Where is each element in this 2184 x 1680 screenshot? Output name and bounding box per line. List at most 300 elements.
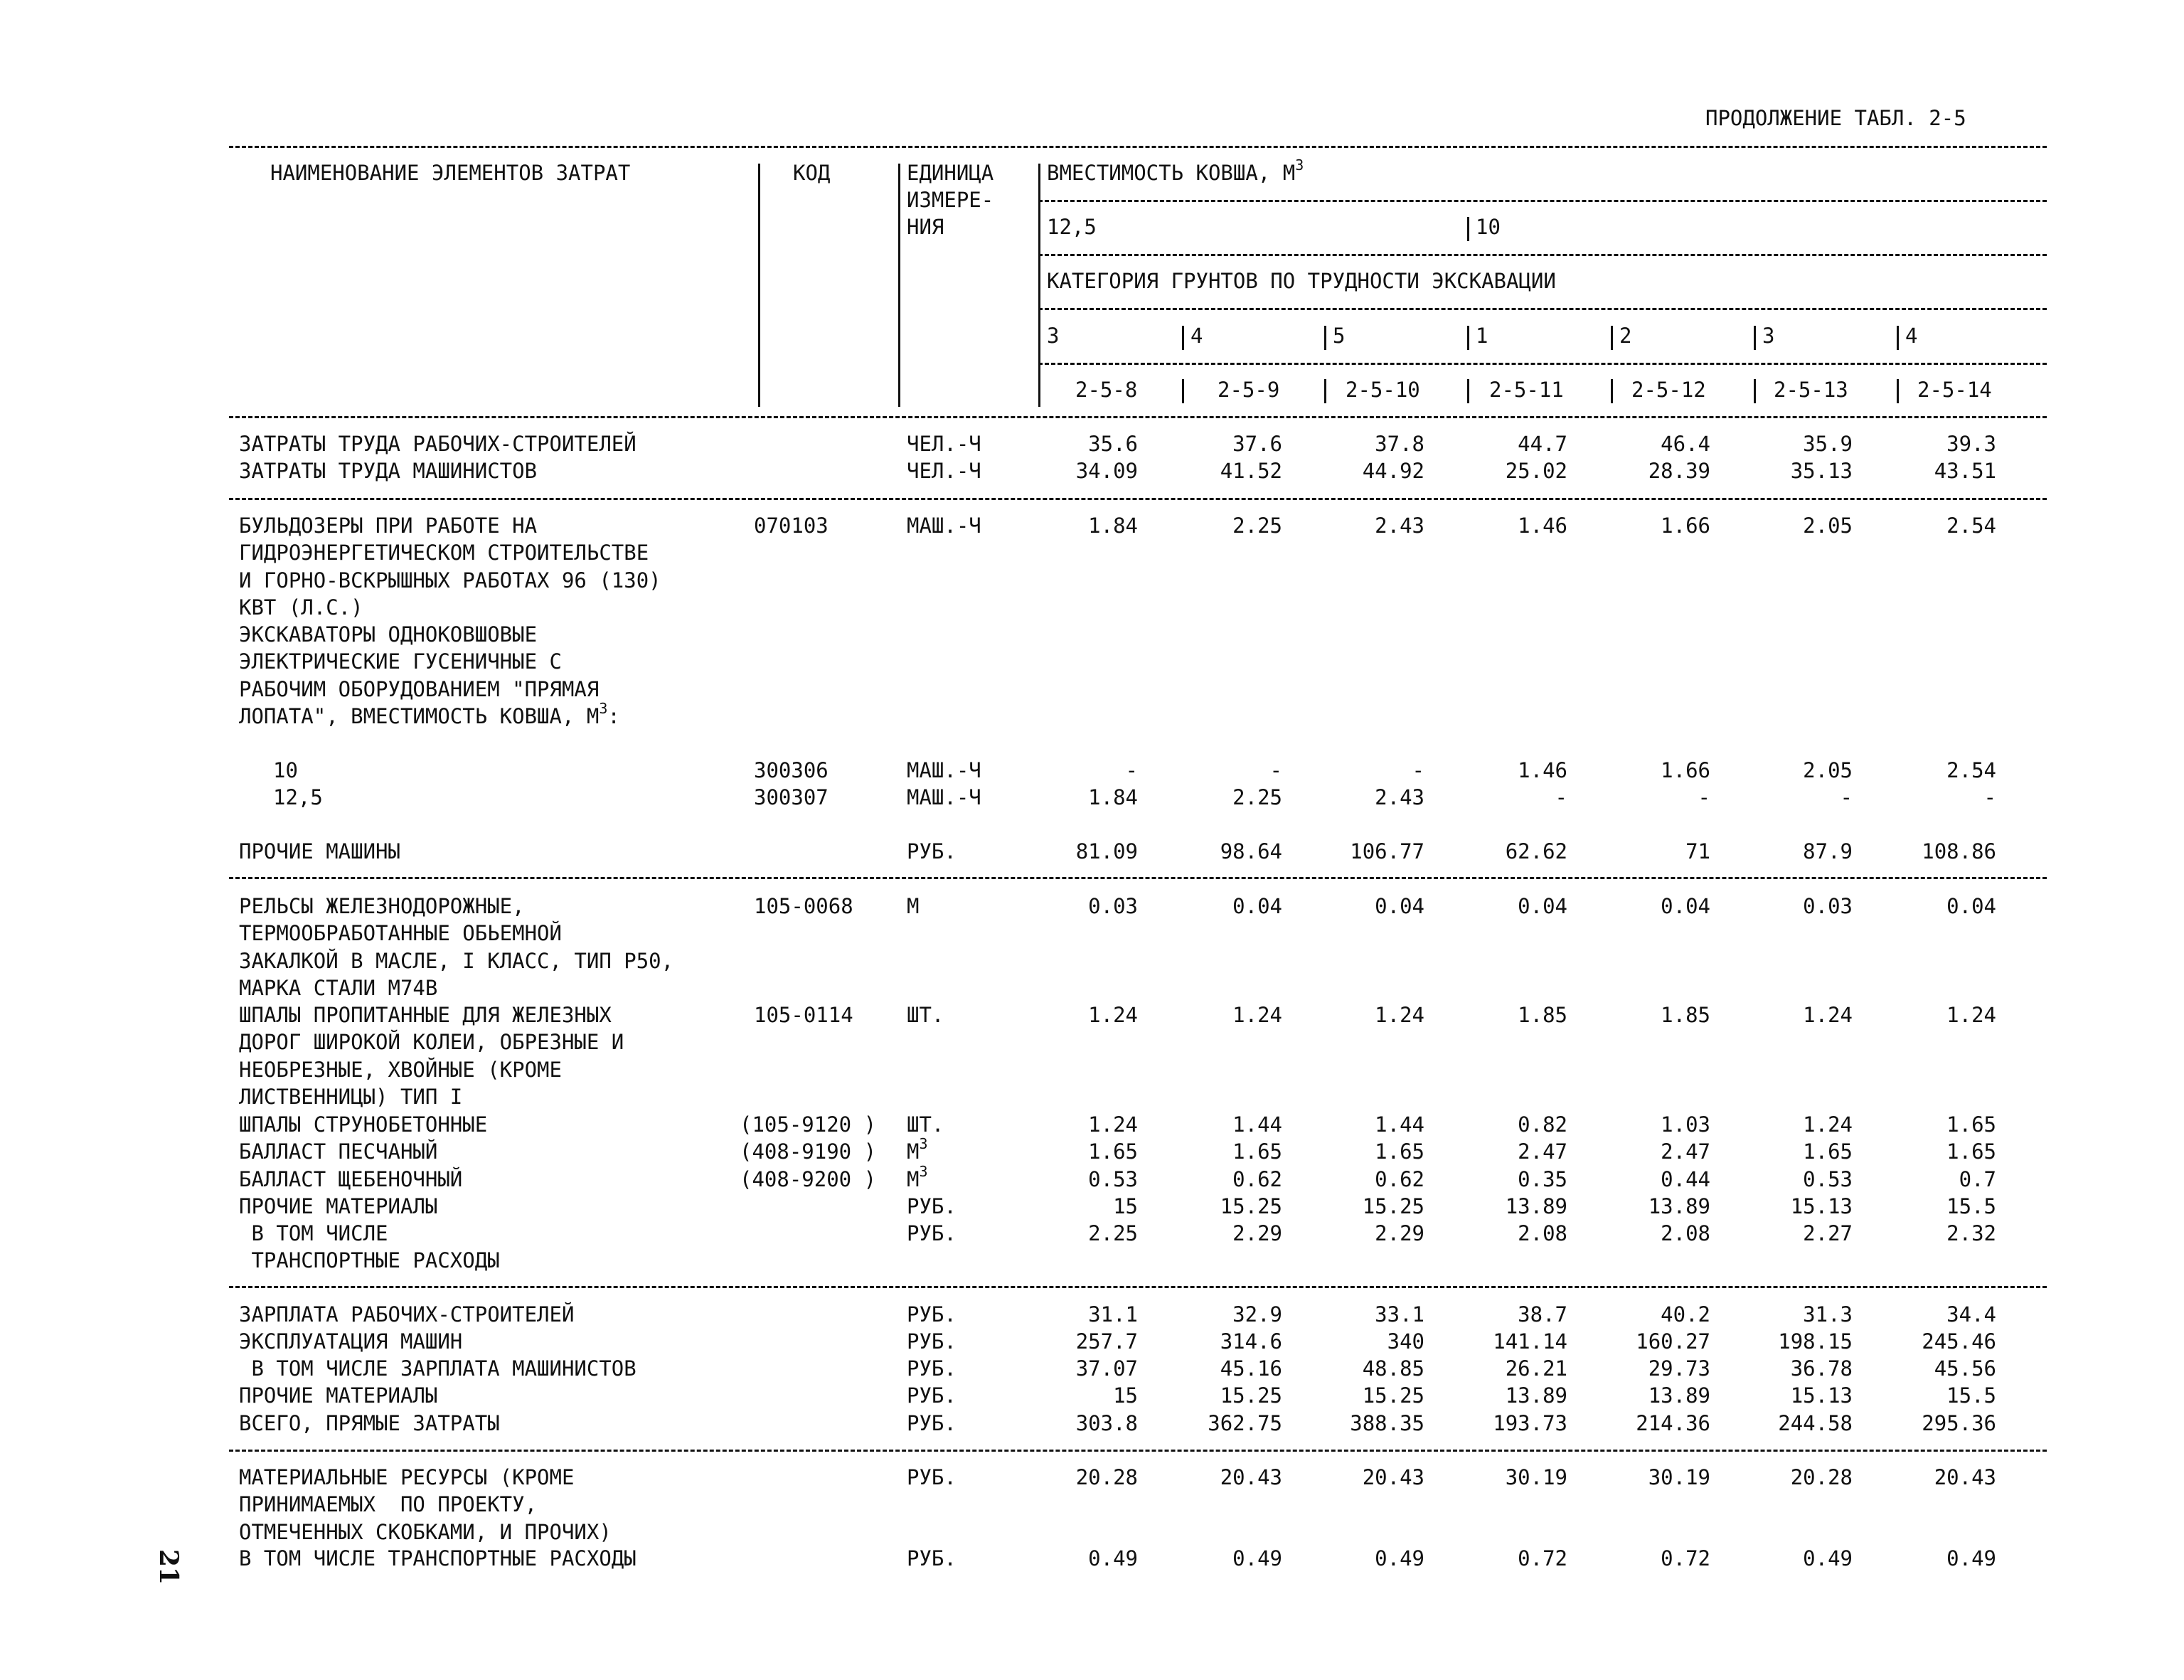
row-value: 0.49 (1232, 1546, 1282, 1570)
row-unit (907, 1467, 957, 1488)
row-value: 340 (1387, 1329, 1424, 1354)
row-name-text: ПРОЧИЕ МАШИНЫ (239, 839, 400, 863)
row-value: 1.44 (1375, 1112, 1424, 1137)
header-rule-2 (1038, 254, 2047, 256)
row-value: 13.89 (1648, 1194, 1710, 1218)
row-name (239, 679, 599, 700)
row-value: 2.08 (1518, 1221, 1567, 1245)
row-value: 2.25 (1088, 1221, 1138, 1245)
row-value: 15.25 (1220, 1194, 1282, 1218)
row-value: 0.82 (1518, 1112, 1567, 1137)
superscript: 3 (1295, 156, 1304, 174)
row-value: 13.89 (1648, 1383, 1710, 1408)
row-name (239, 1196, 437, 1217)
row-name-text: КВТ (Л.С.) (239, 595, 363, 620)
row-value: 303.8 (1075, 1411, 1138, 1435)
row-value: 0.7 (1959, 1167, 1996, 1191)
row-value: 198.15 (1778, 1329, 1853, 1354)
row-value: 1.24 (1088, 1112, 1138, 1137)
header-divider-cap (1467, 217, 1469, 241)
row-value: 20.43 (1220, 1465, 1282, 1489)
header-divider-cat-4 (1467, 326, 1469, 350)
row-value: 2.29 (1232, 1221, 1282, 1245)
row-value: 2.47 (1661, 1139, 1710, 1164)
row-name-text: ТРАНСПОРТНЫЕ РАСХОДЫ (239, 1248, 500, 1272)
header-norm-code-6: 2-5-13 (1774, 378, 1848, 402)
row-name (239, 624, 537, 645)
row-value: 15.13 (1790, 1194, 1853, 1218)
row-unit (907, 1223, 957, 1244)
header-norm-code-3: 2-5-10 (1346, 378, 1420, 402)
row-name-text: ЛОПАТА", ВМЕСТИМОСТЬ КОВША, М (239, 704, 600, 728)
row-unit-text: М (907, 894, 920, 918)
header-divider-cat-5 (1611, 326, 1613, 350)
row-value: 1.24 (1088, 1003, 1138, 1027)
row-value: 1.03 (1661, 1112, 1710, 1137)
row-value: 0.53 (1088, 1167, 1138, 1191)
row-unit-text: РУБ. (907, 1221, 957, 1245)
row-code: 070103 (754, 514, 829, 538)
row-value: 15.25 (1362, 1383, 1424, 1408)
row-name-text: ПРОЧИЕ МАТЕРИАЛЫ (239, 1383, 438, 1408)
row-name (239, 1356, 636, 1381)
row-value: 26.21 (1505, 1356, 1567, 1381)
row-name (239, 516, 537, 536)
row-value: 37.07 (1075, 1356, 1138, 1381)
row-unit (907, 1135, 928, 1164)
header-bottom-rule (229, 416, 2047, 418)
row-name: ЛОПАТА", ВМЕСТИМОСТЬ КОВША, $М^3$: (239, 700, 620, 728)
row-value: 29.73 (1648, 1356, 1710, 1381)
row-value: 0.04 (1518, 894, 1567, 918)
row-value: 2.54 (1946, 514, 1996, 538)
header-divider-code-3 (1324, 379, 1326, 403)
row-code: (408-9200 ) (740, 1167, 877, 1191)
header-divider-cat-2 (1182, 326, 1184, 350)
row-name-text: ЛИСТВЕННИЦЫ) ТИП I (239, 1085, 463, 1109)
row-name (273, 760, 298, 781)
row-name-text: В ТОМ ЧИСЛЕ ТРАНСПОРТНЫЕ РАСХОДЫ (239, 1546, 636, 1570)
row-value: 37.8 (1375, 432, 1424, 456)
row-value: 35.6 (1088, 432, 1138, 456)
header-divider-cat-7 (1897, 326, 1899, 350)
row-value: 46.4 (1661, 432, 1710, 456)
row-value: 20.43 (1934, 1465, 1996, 1489)
header-rule-3 (1038, 308, 2047, 310)
header-norm-code-7: 2-5-14 (1917, 378, 1992, 402)
row-unit-text: М (907, 1167, 920, 1191)
row-value: 15 (1113, 1383, 1138, 1408)
header-capacity-12-5: 12,5 (1047, 215, 1097, 239)
table-caption: ПРОДОЛЖЕНИЕ ТАБЛ. 2-5 (1705, 106, 1966, 130)
row-name (239, 570, 661, 591)
row-value: 44.92 (1362, 459, 1424, 483)
row-value: 0.72 (1661, 1546, 1710, 1570)
row-unit (907, 461, 981, 482)
header-divider-unit (898, 164, 900, 407)
row-value: 1.66 (1661, 758, 1710, 782)
row-name-text: ЗАРПЛАТА РАБОЧИХ-СТРОИТЕЛЕЙ (239, 1302, 575, 1327)
row-unit-text: ЧЕЛ.-Ч (907, 459, 981, 483)
row-value: 34.09 (1075, 459, 1138, 483)
row-value: 0.62 (1375, 1167, 1424, 1191)
row-name (239, 951, 673, 972)
row-name-text: РЕЛЬСЫ ЖЕЛЕЗНОДОРОЖНЫЕ, (239, 894, 525, 918)
row-name-text: В ТОМ ЧИСЛЕ ЗАРПЛАТА МАШИНИСТОВ (239, 1356, 636, 1381)
row-name-text: 12,5 (273, 785, 323, 809)
row-unit (907, 434, 981, 454)
row-name (239, 1304, 574, 1325)
header-category-6: 3 (1762, 324, 1775, 348)
row-unit-text: МАШ.-Ч (907, 758, 981, 782)
row-name-text: БАЛЛАСТ ПЕСЧАНЫЙ (239, 1139, 438, 1164)
row-value: - (1983, 785, 1996, 809)
header-divider-code-5 (1611, 379, 1613, 403)
row-unit (907, 1356, 957, 1381)
row-value: 0.04 (1946, 894, 1996, 918)
row-unit (907, 787, 981, 808)
row-value: - (1840, 785, 1853, 809)
row-value: 2.29 (1375, 1221, 1424, 1245)
row-unit (907, 760, 981, 781)
header-norm-code-5: 2-5-12 (1631, 378, 1706, 402)
row-name (239, 1250, 500, 1271)
row-value: 295.36 (1922, 1411, 1996, 1435)
row-unit (907, 1163, 928, 1191)
row-value: 0.49 (1946, 1546, 1996, 1570)
header-divider-code-4 (1467, 379, 1469, 403)
row-value: 362.75 (1208, 1411, 1282, 1435)
row-unit-text: РУБ. (907, 839, 957, 863)
header-norm-code-2: 2-5-9 (1218, 378, 1280, 402)
row-value: - (1698, 785, 1710, 809)
header-top-rule (229, 146, 2047, 148)
row-name-text: ДОРОГ ШИРОКОЙ КОЛЕИ, ОБРЕЗНЫЕ И (239, 1030, 624, 1054)
header-category-5: 2 (1619, 324, 1632, 348)
row-code: 105-0068 (754, 894, 853, 918)
section-rule-2 (229, 877, 2047, 879)
row-value: 20.43 (1362, 1465, 1424, 1489)
row-name (239, 1522, 612, 1543)
row-value: 0.72 (1518, 1546, 1567, 1570)
superscript: 3 (919, 1135, 928, 1152)
row-value: 0.49 (1803, 1546, 1853, 1570)
row-code: (105-9120 ) (740, 1112, 877, 1137)
row-unit (907, 516, 981, 536)
header-name: НАИМЕНОВАНИЕ ЭЛЕМЕНТОВ ЗАТРАТ (270, 161, 631, 185)
row-name-text: И ГОРНО-ВСКРЫШНЫХ РАБОТАХ 96 (130) (239, 568, 661, 592)
row-value: 41.52 (1220, 459, 1282, 483)
page-number: 21 (154, 1548, 184, 1585)
header-unit-line-3: НИЯ (907, 215, 944, 239)
row-value: 0.04 (1375, 894, 1424, 918)
row-name-text: ПРОЧИЕ МАТЕРИАЛЫ (239, 1194, 438, 1218)
row-value: 25.02 (1505, 459, 1567, 483)
header-category-3: 5 (1333, 324, 1346, 348)
row-value: 38.7 (1518, 1302, 1567, 1327)
row-value: 45.16 (1220, 1356, 1282, 1381)
row-name (239, 1548, 636, 1569)
row-name-text: МАТЕРИАЛЬНЫЕ РЕСУРСЫ (КРОМЕ (239, 1465, 575, 1489)
row-value: 39.3 (1946, 432, 1996, 456)
row-value: 1.65 (1375, 1139, 1424, 1164)
row-value: 1.66 (1661, 514, 1710, 538)
row-unit-text: М (907, 1139, 920, 1164)
row-value: 40.2 (1661, 1302, 1710, 1327)
row-value: 141.14 (1493, 1329, 1567, 1354)
header-divider-code (758, 164, 760, 407)
row-value: 1.84 (1088, 785, 1138, 809)
row-value: - (1555, 785, 1567, 809)
row-code: 300306 (754, 758, 829, 782)
row-value: 1.85 (1518, 1003, 1567, 1027)
row-value: 1.24 (1803, 1003, 1853, 1027)
row-unit (907, 1304, 957, 1325)
row-value: 1.24 (1375, 1003, 1424, 1027)
row-value: 30.19 (1505, 1465, 1567, 1489)
row-value: 1.65 (1946, 1139, 1996, 1164)
row-name-text: ВСЕГО, ПРЯМЫЕ ЗАТРАТЫ (239, 1411, 500, 1435)
row-value: 0.04 (1661, 894, 1710, 918)
row-value: 2.47 (1518, 1139, 1567, 1164)
section-rule-3 (229, 1286, 2047, 1288)
row-value: 2.08 (1661, 1221, 1710, 1245)
row-value: 0.04 (1232, 894, 1282, 918)
row-value: 2.54 (1946, 758, 1996, 782)
row-value: 0.53 (1803, 1167, 1853, 1191)
row-name-text: ЭКСКАВАТОРЫ ОДНОКОВШОВЫЕ (239, 622, 538, 647)
header-rule-1 (1038, 200, 2047, 202)
row-name (239, 1467, 574, 1488)
row-value: 30.19 (1648, 1465, 1710, 1489)
row-unit-text: МАШ.-Ч (907, 785, 981, 809)
row-value: 36.78 (1790, 1356, 1853, 1381)
row-unit-text: РУБ. (907, 1194, 957, 1218)
row-name (239, 978, 437, 999)
row-value: 1.85 (1661, 1003, 1710, 1027)
row-value: 0.03 (1803, 894, 1853, 918)
row-value: 257.7 (1075, 1329, 1138, 1354)
row-value: 314.6 (1220, 1329, 1282, 1354)
header-category-2: 4 (1190, 324, 1203, 348)
row-name (273, 787, 323, 808)
row-value: 0.35 (1518, 1167, 1567, 1191)
header-category-4: 1 (1476, 324, 1488, 348)
row-value: 1.46 (1518, 514, 1567, 538)
row-value: - (1412, 758, 1424, 782)
row-value: 108.86 (1922, 839, 1996, 863)
row-name-text: ОТМЕЧЕННЫХ СКОБКАМИ, И ПРОЧИХ) (239, 1520, 612, 1544)
row-value: 35.9 (1803, 432, 1853, 456)
row-value: 37.6 (1232, 432, 1282, 456)
row-code: 105-0114 (754, 1003, 853, 1027)
row-value: 48.85 (1362, 1356, 1424, 1381)
row-value: 1.65 (1946, 1112, 1996, 1137)
row-value: 160.27 (1636, 1329, 1710, 1354)
row-name (239, 1087, 462, 1107)
row-value: 45.56 (1934, 1356, 1996, 1381)
row-value: 2.27 (1803, 1221, 1853, 1245)
row-value: 71 (1685, 839, 1710, 863)
header-code: КОД (793, 161, 831, 185)
row-name (239, 1169, 462, 1190)
row-unit (907, 1413, 957, 1434)
row-name (239, 1413, 500, 1434)
row-value: 15.5 (1946, 1383, 1996, 1408)
row-name (239, 649, 562, 674)
row-value: 43.51 (1934, 459, 1996, 483)
row-unit-text: РУБ. (907, 1546, 957, 1570)
row-value: 44.7 (1518, 432, 1567, 456)
row-name-text: ГИДРОЭНЕРГЕТИЧЕСКОМ СТРОИТЕЛЬСТВЕ (239, 541, 649, 565)
row-unit-text: РУБ. (907, 1465, 957, 1489)
row-value: 1.24 (1946, 1003, 1996, 1027)
superscript: 3 (919, 1163, 928, 1180)
row-code: (408-9190 ) (740, 1139, 877, 1164)
section-rule-1 (229, 498, 2047, 500)
row-value: 1.65 (1088, 1139, 1138, 1164)
row-value: 214.36 (1636, 1411, 1710, 1435)
row-unit-text: РУБ. (907, 1329, 957, 1354)
row-value: 193.73 (1493, 1411, 1567, 1435)
row-value: 32.9 (1232, 1302, 1282, 1327)
row-value: 31.3 (1803, 1302, 1853, 1327)
header-capacity-10: 10 (1476, 215, 1501, 239)
row-name-text: ШПАЛЫ СТРУНОБЕТОННЫЕ (239, 1112, 488, 1137)
row-name-text: 10 (273, 758, 298, 782)
header-unit-line-2: ИЗМЕРЕ- (907, 188, 994, 212)
header-divider-code-2 (1182, 379, 1184, 403)
row-unit-text: МАШ.-Ч (907, 514, 981, 538)
row-unit (907, 1383, 957, 1408)
row-unit (907, 1548, 957, 1569)
row-value: 98.64 (1220, 839, 1282, 863)
row-name (239, 1005, 612, 1026)
row-value: 15.13 (1790, 1383, 1853, 1408)
row-name (239, 1112, 488, 1137)
row-value: 1.46 (1518, 758, 1567, 782)
row-value: 388.35 (1350, 1411, 1424, 1435)
row-value: 2.05 (1803, 758, 1853, 782)
row-value: 0.62 (1232, 1167, 1282, 1191)
row-name (239, 1060, 562, 1080)
row-unit (907, 1331, 957, 1352)
row-value: 1.65 (1232, 1139, 1282, 1164)
row-name-text: ЗАТРАТЫ ТРУДА МАШИНИСТОВ (239, 459, 538, 483)
row-value: 2.25 (1232, 785, 1282, 809)
row-value: 2.25 (1232, 514, 1282, 538)
row-unit-text: ШТ. (907, 1003, 944, 1027)
row-value: 1.65 (1803, 1139, 1853, 1164)
row-name-text: ЭКСПЛУАТАЦИЯ МАШИН (239, 1329, 463, 1354)
row-unit (907, 1112, 944, 1137)
row-value: 62.62 (1505, 839, 1567, 863)
row-name (239, 543, 649, 563)
row-unit (907, 1196, 957, 1217)
row-name-text: ТЕРМООБРАБОТАННЫЕ ОБЬЕМНОЙ (239, 921, 562, 945)
header-norm-code-4: 2-5-11 (1489, 378, 1564, 402)
row-value: 2.43 (1375, 785, 1424, 809)
row-name-text: В ТОМ ЧИСЛЕ (239, 1221, 388, 1245)
row-value: 2.32 (1946, 1221, 1996, 1245)
row-value: 20.28 (1790, 1465, 1853, 1489)
row-name (239, 1331, 462, 1352)
row-value: 87.9 (1803, 839, 1853, 863)
row-value: 2.43 (1375, 514, 1424, 538)
row-value: 1.84 (1088, 514, 1138, 538)
row-value: 245.46 (1922, 1329, 1996, 1354)
row-unit (907, 896, 919, 917)
row-value: 106.77 (1350, 839, 1424, 863)
row-value: 0.44 (1661, 1167, 1710, 1191)
row-name (239, 461, 537, 482)
row-value: 0.03 (1088, 894, 1138, 918)
header-category-1: 3 (1047, 324, 1060, 348)
row-name (239, 1383, 438, 1408)
row-value: 34.4 (1946, 1302, 1996, 1327)
row-name-text: ПРИНИМАЕМЫХ ПО ПРОЕКТУ, (239, 1492, 538, 1516)
row-unit-text: ШТ. (907, 1112, 944, 1137)
row-value: 15.5 (1946, 1194, 1996, 1218)
row-unit-text: РУБ. (907, 1356, 957, 1381)
row-value: 35.13 (1790, 459, 1853, 483)
row-name-text: БУЛЬДОЗЕРЫ ПРИ РАБОТЕ НА (239, 514, 538, 538)
row-name (239, 434, 636, 454)
header-divider-code-6 (1754, 379, 1756, 403)
row-name-text: ЗАТРАТЫ ТРУДА РАБОЧИХ-СТРОИТЕЛЕЙ (239, 432, 636, 456)
section-rule-4 (229, 1450, 2047, 1452)
row-value: 244.58 (1778, 1411, 1853, 1435)
header-norm-code-1: 2-5-8 (1075, 378, 1138, 402)
row-value: 28.39 (1648, 459, 1710, 483)
row-name (239, 1223, 388, 1244)
row-value: 33.1 (1375, 1302, 1424, 1327)
row-value: 2.05 (1803, 514, 1853, 538)
row-unit (907, 1005, 944, 1026)
row-value: 13.89 (1505, 1383, 1567, 1408)
row-name (239, 841, 400, 862)
header-capacity: ВМЕСТИМОСТЬ КОВША, $М^3$ (1047, 156, 1304, 185)
header-divider-cat-3 (1324, 326, 1326, 350)
row-name-text: МАРКА СТАЛИ М74В (239, 976, 438, 1000)
row-unit-text: РУБ. (907, 1411, 957, 1435)
row-value: 1.24 (1232, 1003, 1282, 1027)
row-name (239, 1494, 537, 1515)
row-name (239, 597, 363, 618)
header-soil-category: КАТЕГОРИЯ ГРУНТОВ ПО ТРУДНОСТИ ЭКСКАВАЦИИ (1047, 269, 1556, 293)
row-value: 15 (1113, 1194, 1138, 1218)
row-unit (907, 841, 957, 862)
header-rule-4 (1038, 363, 2047, 365)
row-value: - (1125, 758, 1138, 782)
row-name (239, 896, 525, 917)
row-name-text: РАБОЧИМ ОБОРУДОВАНИЕМ "ПРЯМАЯ (239, 677, 600, 701)
row-value: - (1269, 758, 1282, 782)
row-value: 1.44 (1232, 1112, 1282, 1137)
header-category-7: 4 (1905, 324, 1918, 348)
row-name-text: НЕОБРЕЗНЫЕ, ХВОЙНЫЕ (КРОМЕ (239, 1058, 562, 1082)
superscript: 3 (599, 700, 608, 717)
row-code: 300307 (754, 785, 829, 809)
row-name-text: БАЛЛАСТ ЩЕБЕНОЧНЫЙ (239, 1167, 463, 1191)
row-unit-text: РУБ. (907, 1383, 957, 1408)
header-unit-line-1: ЕДИНИЦА (907, 161, 994, 185)
header-divider-values (1038, 164, 1040, 407)
row-value: 15.25 (1220, 1383, 1282, 1408)
row-value: 20.28 (1075, 1465, 1138, 1489)
row-value: 13.89 (1505, 1194, 1567, 1218)
row-name (239, 1139, 438, 1164)
